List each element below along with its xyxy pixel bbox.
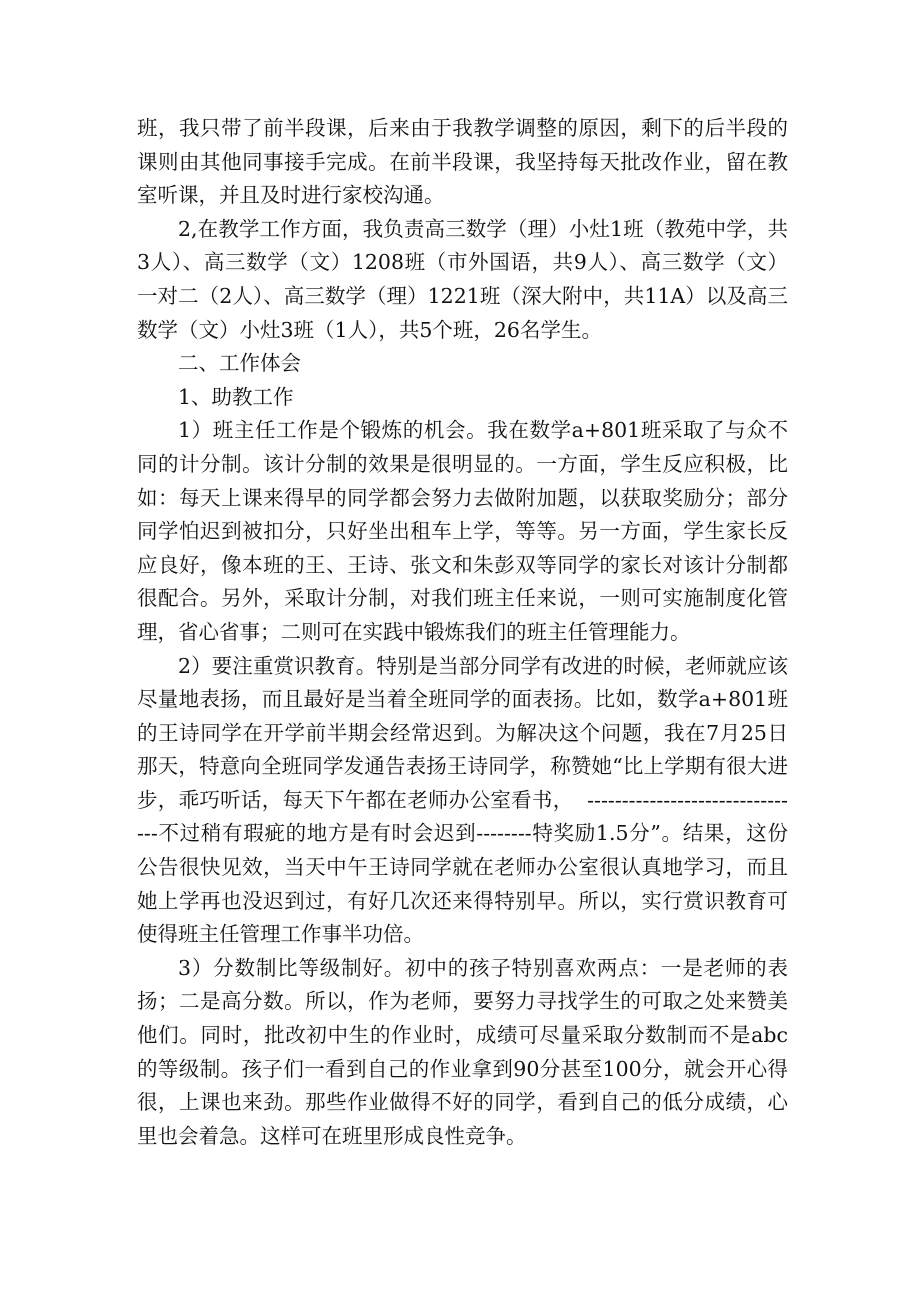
paragraph-point-1: 1）班主任工作是个锻炼的机会。我在数学a+801班采取了与众不同的计分制。该计分制的效果是很明显的。一方面，学生反应积极，比如：每天上课来得早的同学都会努力去做附加题，以获取奖励分；部分同学怕迟到被扣分，只好坐出租车上学，等等。另一方面，学生家长反应良好，像本班的王、王诗、张文和朱彭双等同学的家长对该计分制都很配合。另外，采取计分制，对我们班主任来说，一则可实施制度化管理，省心省事；二则可在实践中锻炼我们的班主任管理能力。 xyxy=(137,418,788,644)
section-heading-work-experience: 二、工作体会 xyxy=(178,351,301,376)
subsection-heading-assistant-work: 1、助教工作 xyxy=(178,384,294,409)
paragraph-point-3: 3）分数制比等级制好。初中的孩子特别喜欢两点：一是老师的表扬；二是高分数。所以，作为老师，要努力寻找学生的可取之处来赞美他们。同时，批改初中生的作业时，成绩可尽量采取分数制而不是abc的等级制。孩子们一看到自己的作业拿到90分甚至100分，就会开心得很，上课也来劲。那些作业做得不好的同学，看到自己的低分成绩，心里也会着急。这样可在班里形成良性竞争。 xyxy=(137,955,788,1148)
paragraph-continuation: 班，我只带了前半段课，后来由于我教学调整的原因，剩下的后半段的课则由其他同事接手完成。在前半段课，我坚持每天批改作业，留在教室听课，并且及时进行家校沟通。 xyxy=(137,116,788,208)
paragraph-teaching-work: 2,在教学工作方面，我负责高三数学（理）小灶1班（教苑中学，共3人）、高三数学（文）1208班（市外国语，共9人）、高三数学（文）一对二（2人）、高三数学（理）1221班（深大附中，共11A）以及高三数学（文）小灶3班（1人），共5个班，26名学生。 xyxy=(137,216,788,342)
paragraph-point-2: 2）要注重赏识教育。特别是当部分同学有改进的时候，老师就应该尽量地表扬，而且最好是当着全班同学的面表扬。比如，数学a+801班的王诗同学在开学前半期会经常迟到。为解决这个问题，我在7月25日那天，特意向全班同学发通告表扬王诗同学，称赞她“比上学期有很大进步，乖巧听话，每天下午都在老师办公室看书， --------------------------------不过稍有瑕疵的地方是有时会迟到--------特奖励1.5分”。结果，这份公告很快见效，当天中午王诗同学就在老师办公室很认真地学习，而且她上学再也没迟到过，有好几次还来得特别早。所以，实行赏识教育可使得班主任管理工作事半功倍。 xyxy=(137,653,788,947)
